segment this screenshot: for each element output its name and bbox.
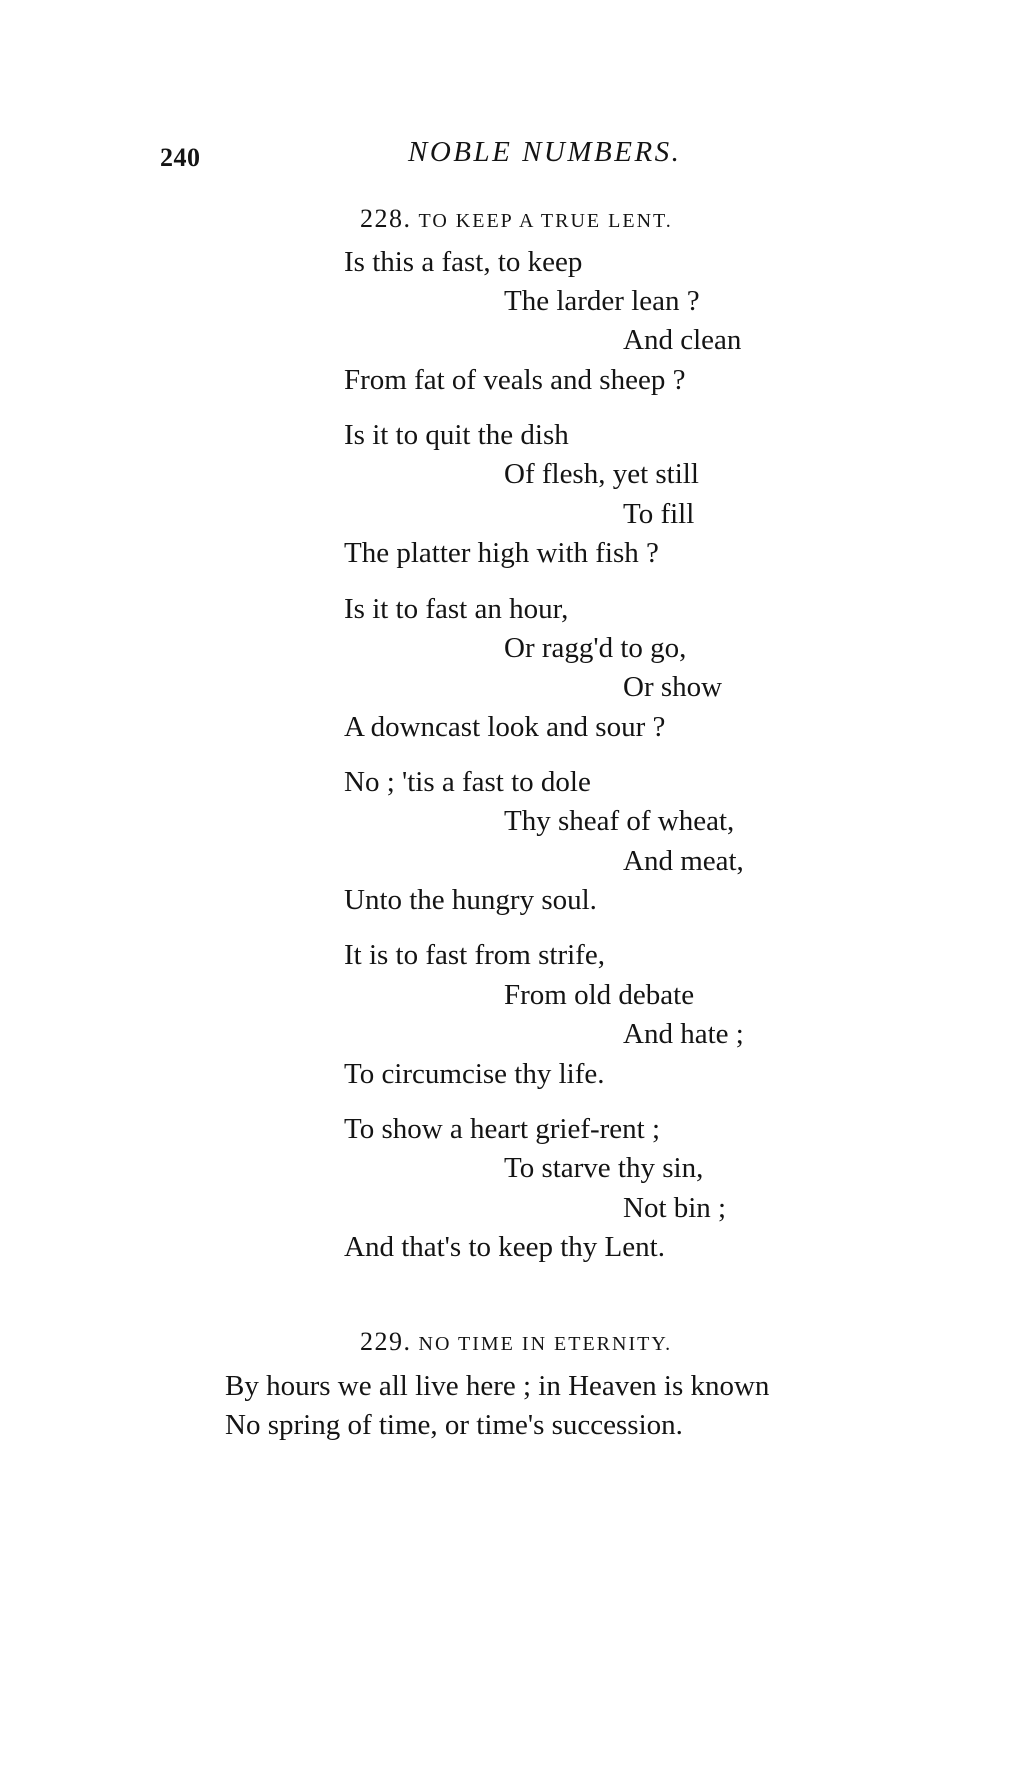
verse-line: Is it to fast an hour, [344, 593, 569, 625]
verse-line: Unto the hungry soul. [344, 884, 597, 916]
poem-title: TO KEEP A TRUE LENT. [418, 210, 673, 232]
verse-line: No spring of time, or time's succession. [225, 1409, 683, 1441]
verse-line: And that's to keep thy Lent. [344, 1231, 665, 1263]
poem-title: NO TIME IN ETERNITY. [418, 1333, 673, 1355]
poem-heading [360, 1327, 672, 1357]
verse-line: Of flesh, yet still [504, 458, 699, 490]
verse-line: From old debate [504, 979, 695, 1011]
page-number: 240 [160, 143, 201, 172]
verse-line: The platter high with fish ? [344, 537, 659, 569]
verse-line: And hate ; [623, 1018, 744, 1050]
verse-line: Not bin ; [623, 1192, 727, 1224]
verse-line: To fill [623, 498, 695, 530]
verse-line: Or ragg'd to go, [504, 632, 687, 664]
running-title: NOBLE NUMBERS. [408, 136, 682, 168]
verse-line: Is it to quit the dish [344, 419, 569, 451]
verse-line: From fat of veals and sheep ? [344, 364, 686, 396]
verse-line: To starve thy sin, [504, 1152, 704, 1184]
poem-number: 229. [360, 1327, 412, 1356]
verse-line: Is this a fast, to keep [344, 246, 583, 278]
verse-line: A downcast look and sour ? [344, 711, 666, 743]
poem-heading [360, 204, 673, 234]
verse-line: And clean [623, 324, 742, 356]
verse-line: To show a heart grief-rent ; [344, 1113, 661, 1145]
verse-line: By hours we all live here ; in Heaven is known [225, 1370, 770, 1402]
verse-line: To circumcise thy life. [344, 1058, 605, 1090]
poem-number: 228. [360, 204, 412, 233]
verse-line: The larder lean ? [504, 285, 700, 317]
verse-line: It is to fast from strife, [344, 939, 605, 971]
verse-line: No ; 'tis a fast to dole [344, 766, 591, 798]
verse-line: And meat, [623, 845, 744, 877]
verse-line: Or show [623, 671, 723, 703]
verse-line: Thy sheaf of wheat, [504, 805, 735, 837]
